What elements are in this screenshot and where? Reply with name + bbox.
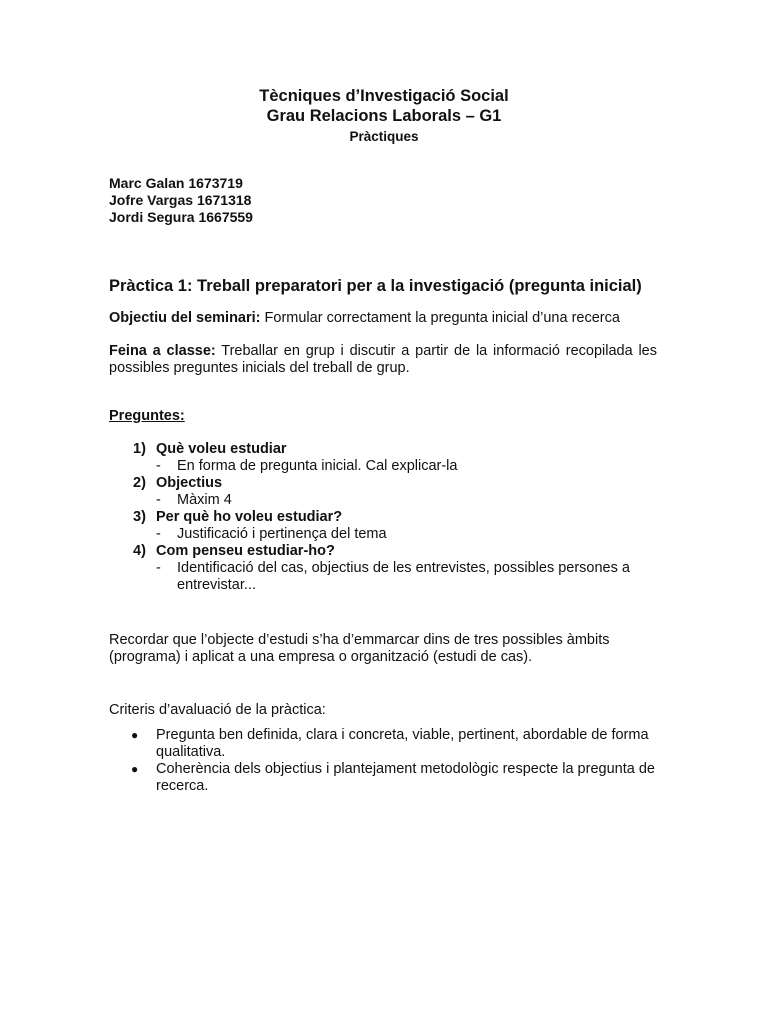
item-number: 4) — [133, 543, 146, 559]
list-item — [109, 475, 657, 509]
item-number: 1) — [133, 441, 146, 457]
author-name: Jofre Vargas 1671318 — [109, 192, 252, 208]
feina-text: Treballar en grup i discutir a partir de la informació recopilada les possibles preguntes inicials del treball de grup. — [109, 343, 657, 376]
sub-item — [156, 560, 657, 594]
sub-item-text: Màxim 4 — [177, 492, 232, 508]
dash-marker: - — [156, 526, 161, 542]
degree-group: Grau Relacions Laborals – G1 — [266, 107, 502, 125]
author-name: Marc Galan 1673719 — [109, 175, 243, 191]
criteris-list — [109, 727, 657, 795]
item-number: 2) — [133, 475, 146, 491]
criteri-text: Coherència dels objectius i plantejament metodològic respecte la pregunta de recerca. — [156, 761, 655, 794]
sub-list — [156, 492, 657, 509]
item-number: 3) — [133, 509, 146, 525]
sub-item-text: Justificació i pertinença del tema — [177, 526, 387, 542]
section-label: Pràctiques — [349, 129, 419, 144]
sub-item — [156, 492, 657, 509]
author-list — [109, 175, 253, 226]
sub-item — [156, 526, 657, 543]
author-name: Jordi Segura 1667559 — [109, 209, 253, 225]
list-item — [109, 441, 657, 475]
list-item — [109, 509, 657, 543]
sub-item-text: Identificació del cas, objectius de les entrevistes, possibles persones a entrevistar... — [177, 560, 630, 593]
question-text: Objectius — [156, 475, 223, 491]
question-text: Com penseu estudiar-ho? — [156, 543, 335, 559]
document-header — [0, 86, 768, 147]
objectiu-label: Objectiu del seminari: — [109, 310, 261, 326]
preguntes-list — [109, 441, 657, 594]
document-body — [109, 276, 657, 795]
list-item — [109, 543, 657, 594]
preguntes-heading: Preguntes: — [109, 408, 185, 424]
dash-marker: - — [156, 492, 161, 508]
course-title: Tècniques d’Investigació Social — [259, 87, 509, 105]
list-item — [109, 761, 657, 795]
objectiu-text: Formular correctament la pregunta inicial d’una recerca — [260, 310, 620, 326]
criteris-heading: Criteris d’avaluació de la pràctica: — [109, 702, 326, 718]
bullet-marker: ● — [131, 762, 139, 776]
practica-title: Pràctica 1: Treball preparatori per a la investigació (pregunta inicial) — [109, 277, 642, 295]
list-item — [109, 727, 657, 761]
sub-item-text: En forma de pregunta inicial. Cal explicar-la — [177, 458, 458, 474]
dash-marker: - — [156, 560, 161, 576]
objectiu-paragraph — [109, 310, 657, 327]
sub-item — [156, 458, 657, 475]
sub-list — [156, 526, 657, 543]
feina-label: Feina a classe: — [109, 343, 216, 359]
bullet-marker: ● — [131, 728, 139, 742]
question-text: Per què ho voleu estudiar? — [156, 509, 343, 525]
question-text: Què voleu estudiar — [156, 441, 287, 457]
feina-paragraph — [109, 343, 657, 377]
criteri-text: Pregunta ben definida, clara i concreta, viable, pertinent, abordable de forma qualitativa. — [156, 727, 649, 760]
dash-marker: - — [156, 458, 161, 474]
sub-list — [156, 560, 657, 594]
sub-list — [156, 458, 657, 475]
recordar-paragraph: Recordar que l’objecte d’estudi s’ha d’emmarcar dins de tres possibles àmbits (programa) i aplicat a una empresa o organització (estudi de cas). — [109, 632, 610, 665]
